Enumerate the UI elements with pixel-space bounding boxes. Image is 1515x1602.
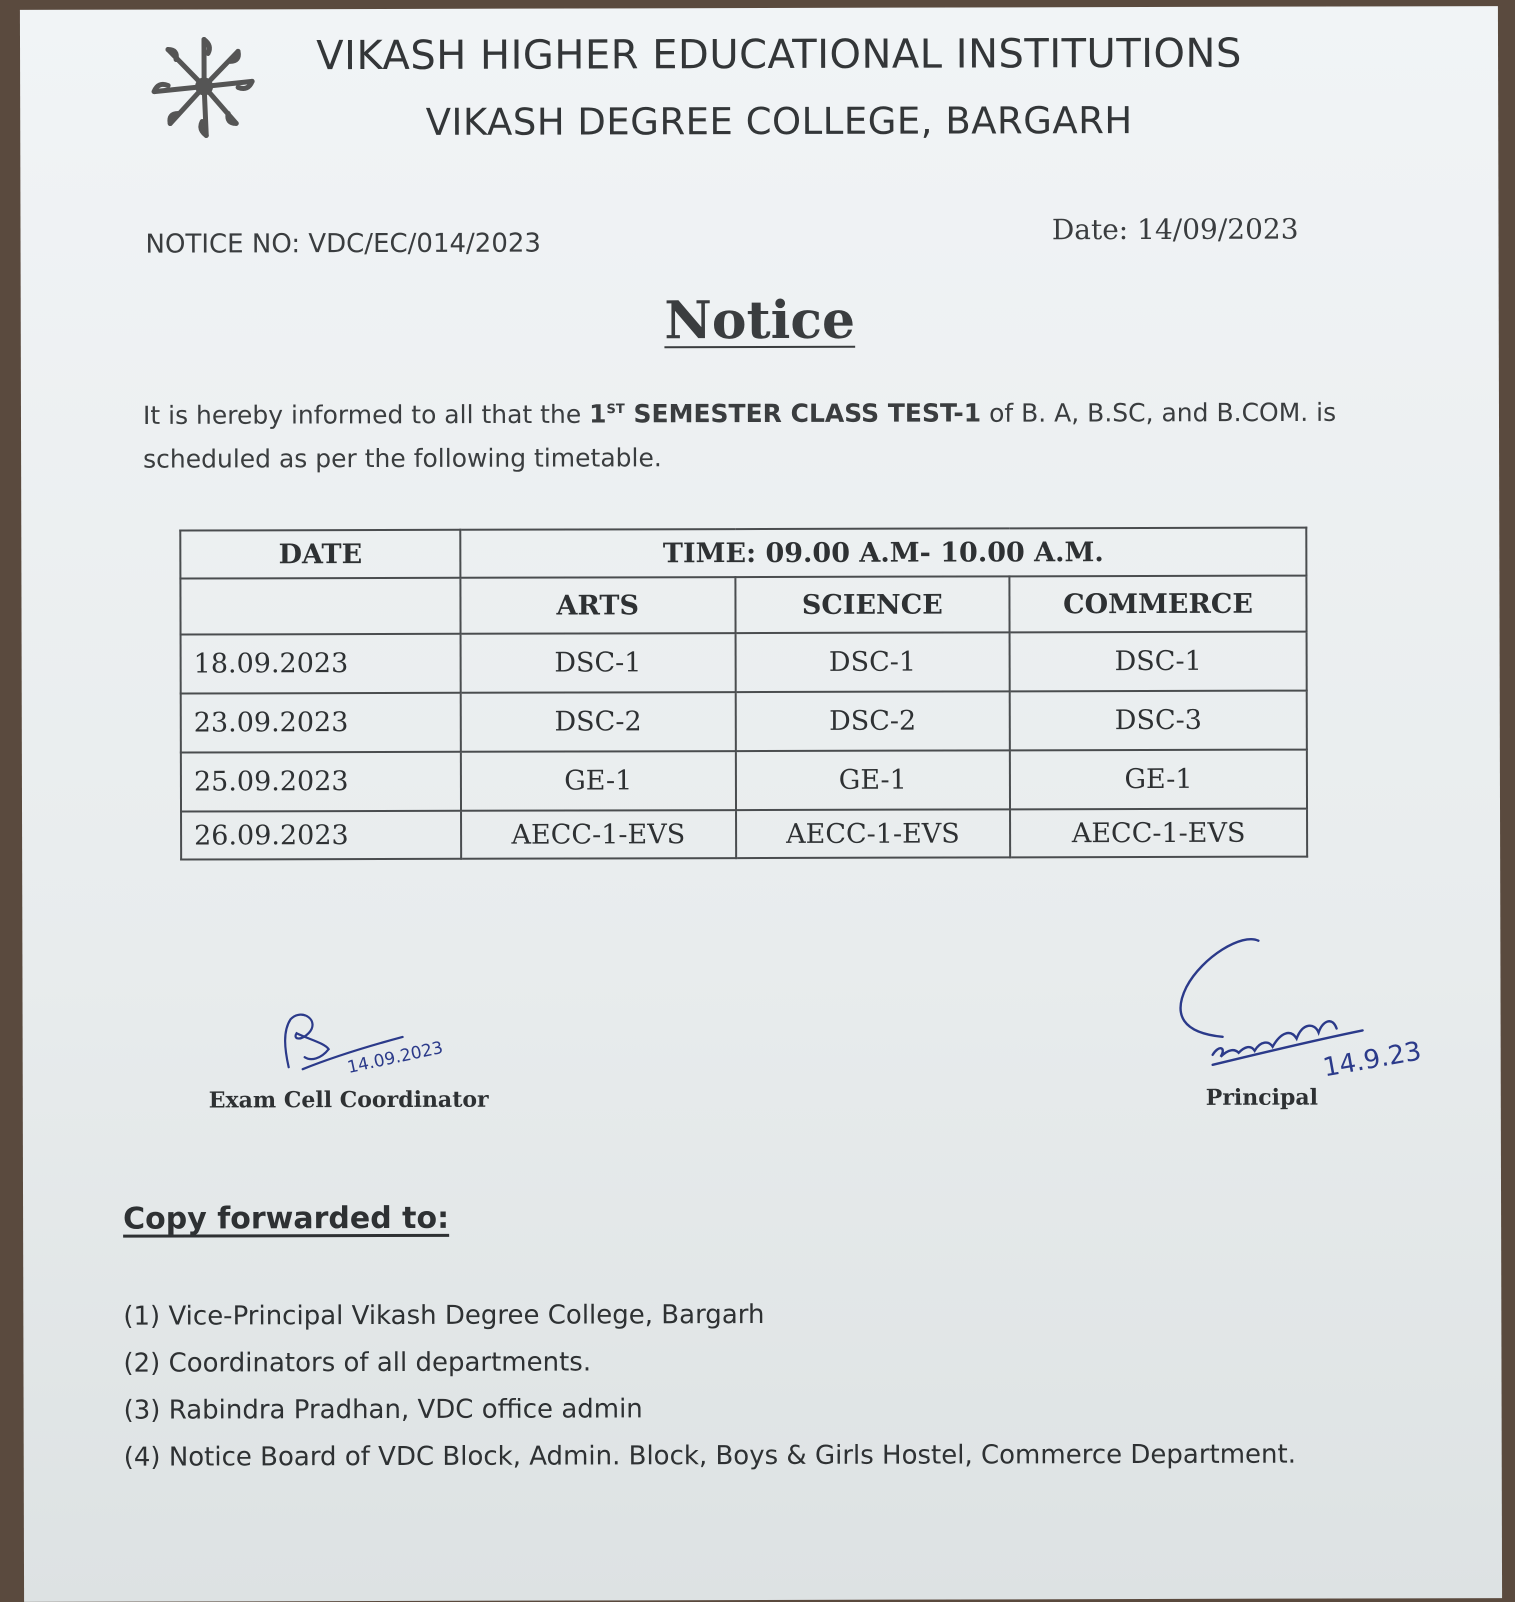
commerce-paper: DSC-1 [1010,632,1307,692]
stream-header-commerce: COMMERCE [1010,576,1307,633]
list-item: (3) Rabindra Pradhan, VDC office admin [124,1385,1296,1435]
date-header: DATE [180,530,460,579]
notice-date: Date: 14/09/2023 [1052,213,1299,247]
notice-number: NOTICE NO: VDC/EC/014/2023 [145,229,540,260]
commerce-paper: AECC-1-EVS [1010,809,1307,858]
commerce-paper: GE-1 [1010,750,1307,810]
stream-header-row [180,576,1306,635]
arts-paper: GE-1 [461,751,736,811]
principal-label: Principal [1206,1085,1318,1111]
notice-document [20,6,1502,1602]
copy-recipient-list [123,1291,1296,1482]
timetable-header-row [180,528,1306,579]
semester-test-name: SEMESTER CLASS TEST-1 [625,399,981,429]
coordinator-signature-date: 14.09.2023 [346,1038,445,1078]
table-row [181,632,1307,694]
timetable [179,527,1308,861]
science-paper: AECC-1-EVS [736,809,1011,858]
principal-signature [1172,936,1462,1097]
principal-signature-date: 14.9.23 [1321,1036,1424,1083]
list-item: (1) Vice-Principal Vikash Degree College, Bargarh [123,1291,1295,1341]
notice-body [143,386,1373,482]
institution-name: VIKASH HIGHER EDUCATIONAL INSTITUTIONS [20,30,1498,80]
arts-paper: DSC-2 [461,692,736,752]
arts-paper: DSC-1 [461,633,736,693]
science-paper: DSC-1 [735,632,1010,692]
empty-header-cell [180,578,460,635]
time-header: TIME: 09.00 A.M- 10.00 A.M. [460,528,1306,578]
exam-date: 25.09.2023 [181,752,461,812]
notice-title: Notice [664,290,855,351]
semester-label [589,399,981,429]
exam-date: 23.09.2023 [181,693,461,753]
table-row [181,691,1307,753]
exam-coordinator-signature [263,1009,493,1100]
semester-number: 1 [589,400,606,429]
list-item: (4) Notice Board of VDC Block, Admin. Block, Boys & Girls Hostel, Commerce Department. [124,1432,1296,1482]
science-paper: DSC-2 [735,691,1010,751]
commerce-paper: DSC-3 [1010,691,1307,751]
stream-header-science: SCIENCE [735,576,1010,633]
page-title [21,288,1499,353]
after-text: of B. A, B.SC, and B.COM. is scheduled as per the following timetable. [143,398,1336,474]
exam-date: 18.09.2023 [181,634,461,694]
list-item: (2) Coordinators of all departments. [123,1338,1295,1388]
stream-header-arts: ARTS [460,577,735,634]
science-paper: GE-1 [735,750,1010,810]
exam-coordinator-label: Exam Cell Coordinator [209,1087,489,1114]
exam-date: 26.09.2023 [181,811,461,860]
copy-forwarded-heading: Copy forwarded to: [123,1201,449,1237]
arts-paper: AECC-1-EVS [461,810,736,859]
intro-text: It is hereby informed to all that the [143,400,589,430]
college-name: VIKASH DEGREE COLLEGE, BARGARH [20,98,1498,145]
semester-ordinal: ST [607,402,625,417]
table-row [181,809,1307,860]
table-row [181,750,1307,812]
